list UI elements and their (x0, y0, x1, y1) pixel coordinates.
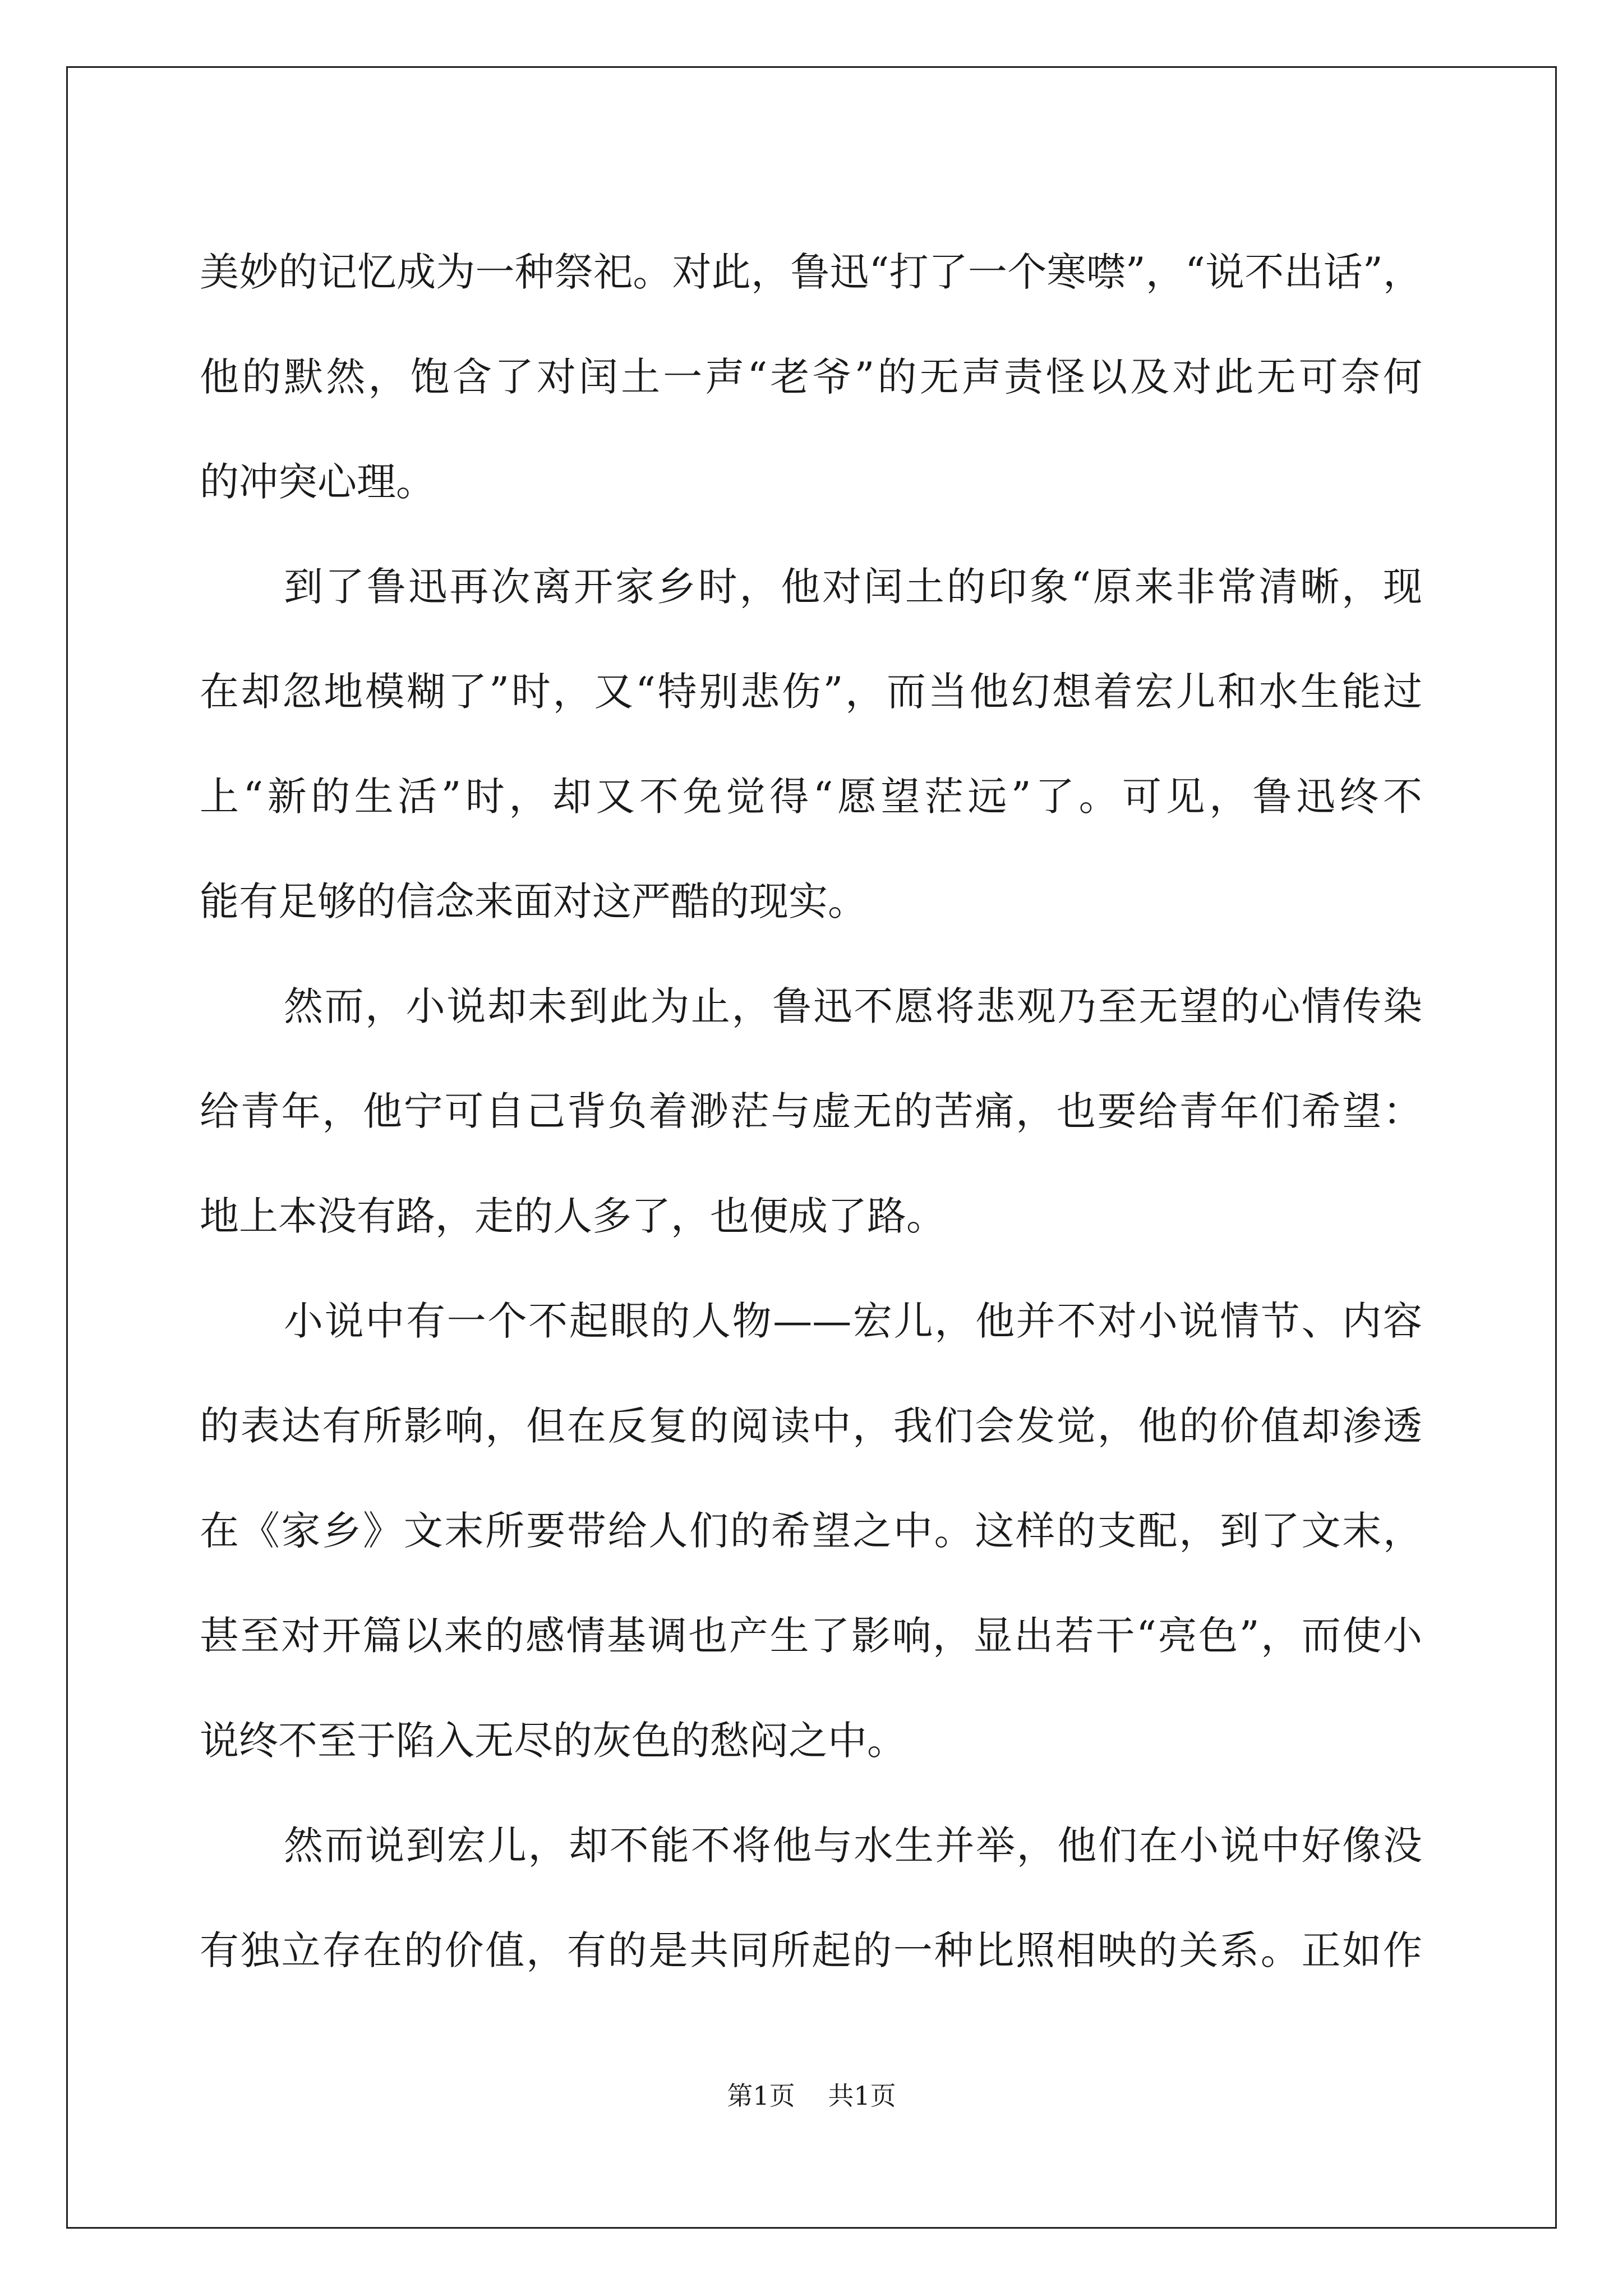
text-line: 甚至对开篇以来的感情基调也产生了影响，显出若干“亮色”，而使小 (200, 1613, 1422, 1659)
text-line: 上“新的生活”时，却又不免觉得“愿望茫远”了。可见，鲁迅终不 (200, 774, 1422, 820)
text-line: 他的默然，饱含了对闰土一声“老爷”的无声责怪以及对此无可奈何 (200, 354, 1422, 400)
text-line: 到了鲁迅再次离开家乡时，他对闰土的印象“原来非常清晰，现 (284, 564, 1422, 610)
text-line: 地上本没有路，走的人多了，也便成了路。 (200, 1193, 946, 1239)
text-line: 能有足够的信念来面对这严酷的现实。 (200, 878, 867, 924)
page-footer (0, 2076, 1623, 2113)
text-line: 小说中有一个不起眼的人物——宏儿，他并不对小说情节、内容 (284, 1298, 1422, 1344)
paragraph (200, 535, 1422, 954)
paragraph (200, 1269, 1422, 1793)
text-line: 在《家乡》文末所要带给人们的希望之中。这样的支配，到了文末， (200, 1508, 1422, 1554)
text-line: 说终不至于陷入无尽的灰色的愁闷之中。 (200, 1718, 906, 1764)
text-line: 美妙的记忆成为一种祭祀。对此，鲁迅“打了一个寒噤”，“说不出话”， (200, 249, 1422, 295)
paragraph (200, 220, 1422, 535)
text-line: 有独立存在的价值，有的是共同所起的一种比照相映的关系。正如作 (200, 1927, 1422, 1973)
page-total: 共1页 (828, 2081, 896, 2111)
text-line: 然而说到宏儿，却不能不将他与水生并举，他们在小说中好像没 (284, 1823, 1422, 1869)
text-line: 然而，小说却未到此为止，鲁迅不愿将悲观乃至无望的心情传染 (284, 983, 1422, 1029)
paragraph (200, 954, 1422, 1269)
text-line: 的冲突心理。 (200, 459, 435, 505)
text-line: 在却忽地模糊了”时，又“特别悲伤”，而当他幻想着宏儿和水生能过 (200, 669, 1422, 715)
page-number: 第1页 (727, 2081, 795, 2111)
paragraph (200, 1793, 1422, 2003)
document-body (200, 220, 1422, 2003)
text-line: 给青年，他宁可自己背负着渺茫与虚无的苦痛，也要给青年们希望： (200, 1088, 1422, 1134)
text-line: 的表达有所影响，但在反复的阅读中，我们会发觉，他的价值却渗透 (200, 1403, 1422, 1449)
